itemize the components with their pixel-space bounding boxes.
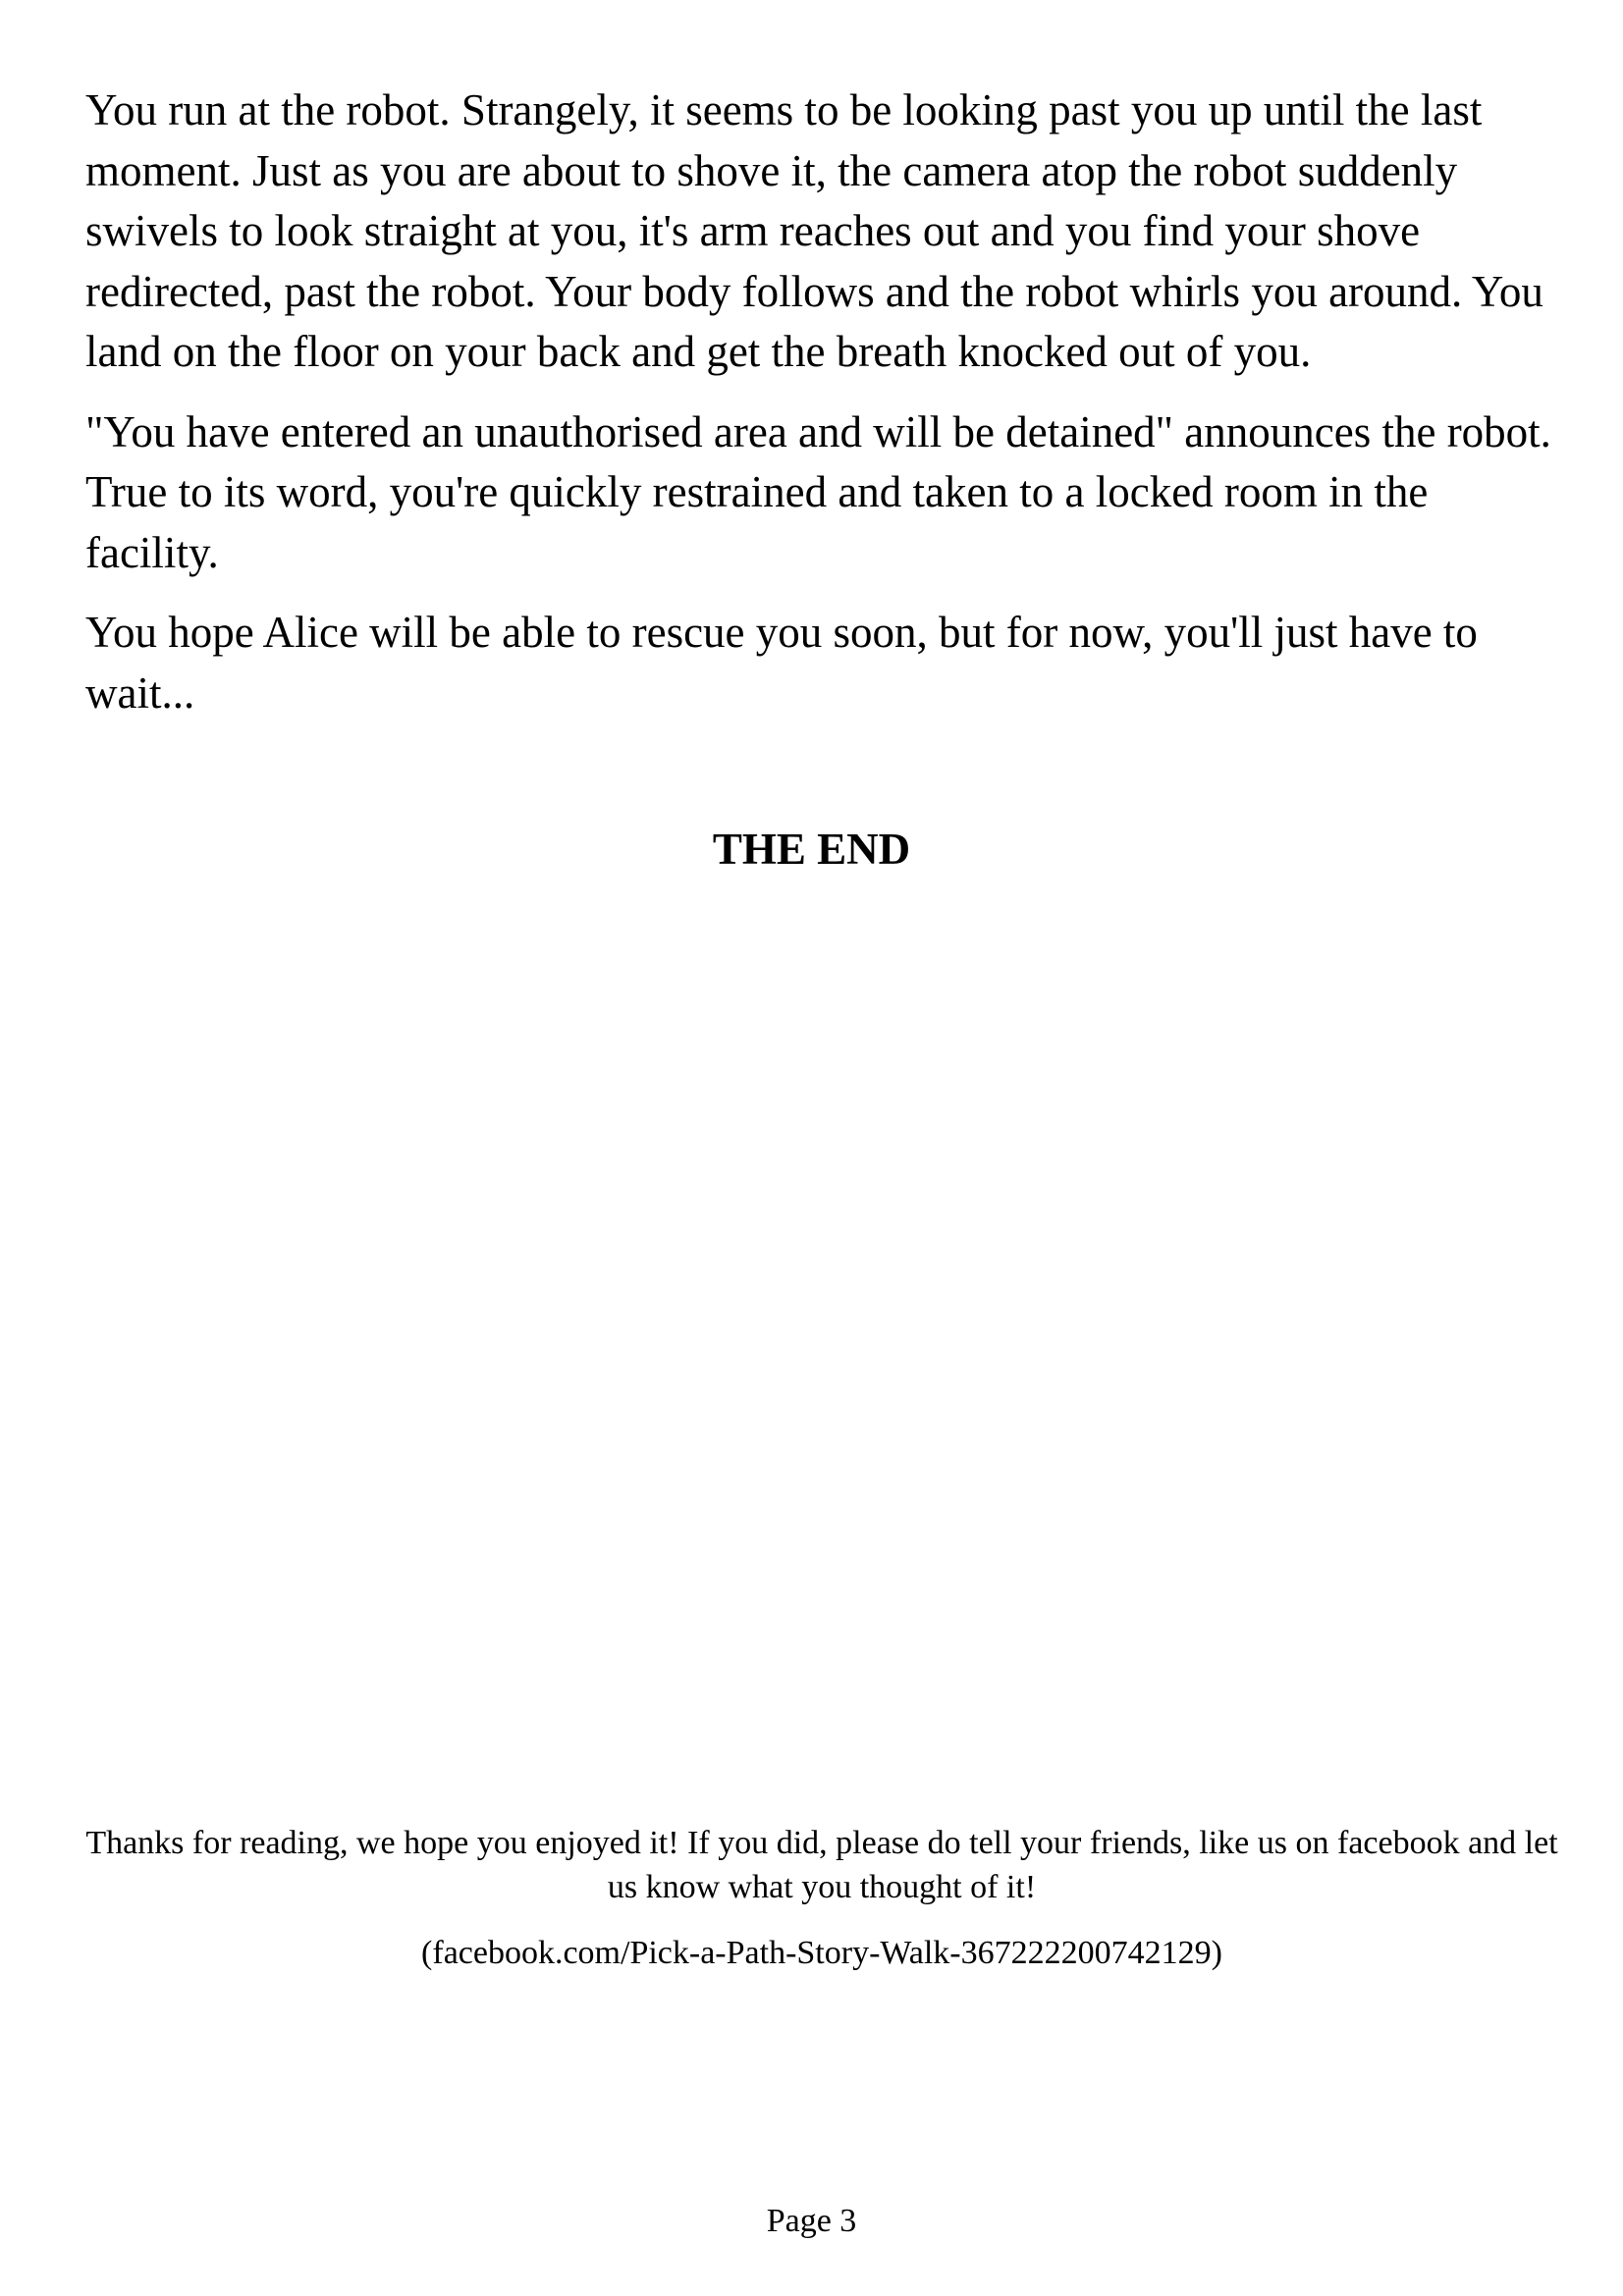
ending-heading: THE END: [712, 825, 911, 874]
closing-note: [85, 1821, 1558, 1975]
story-paragraph-2: "You have entered an unauthorised area and will be detained" announces the robot. True to its word, you're quickly restrained and taken to a locked room in the facility.: [85, 406, 1551, 577]
thanks-message: Thanks for reading, we hope you enjoyed it! If you did, please do tell your friends, like us on facebook and let us know what you thought of it!: [85, 1825, 1558, 1905]
story-body: [85, 80, 1558, 743]
page-number: Page 3: [766, 2203, 857, 2239]
story-paragraph-3: You hope Alice will be able to rescue you soon, but for now, you'll just have to wait...: [85, 608, 1478, 718]
story-paragraph-1: You run at the robot. Strangely, it seems to be looking past you up until the last moment. Just as you are about to shove it, the camera atop the robot suddenly swivels to look straight at you, it's arm reaches out and you find your shove redirected, past the robot. Your body follows and the robot whirls you around. You land on the floor on your back and get the breath knocked out of you.: [85, 85, 1543, 376]
facebook-link-text: (facebook.com/Pick-a-Path-Story-Walk-367222200742129): [421, 1935, 1222, 1971]
